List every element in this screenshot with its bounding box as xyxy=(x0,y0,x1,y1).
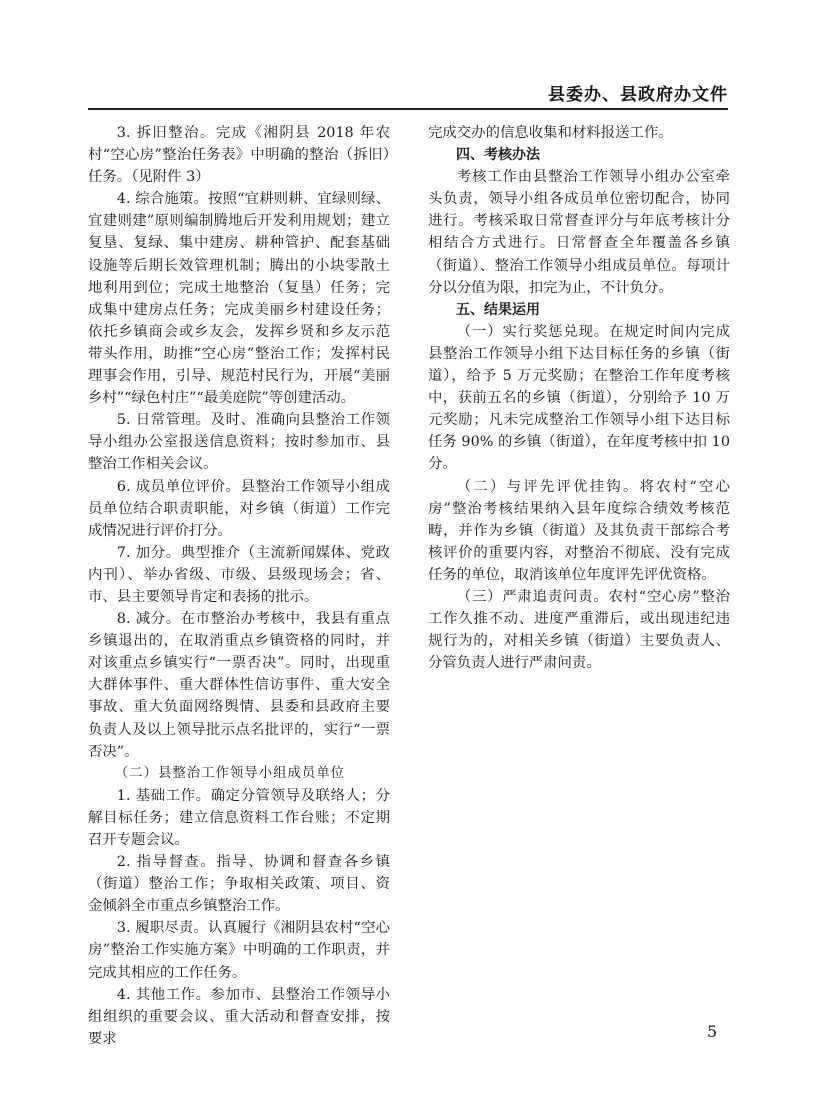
paragraph: 6. 成员单位评价。县整治工作领导小组成员单位结合职责职能，对乡镇（街道）工作完成情况进行评价打分。 xyxy=(88,478,390,539)
paragraph: 4. 综合施策。按照“宜耕则耕、宜绿则绿、宜建则建”原则编制腾地后开发利用规划；建立复垦、复绿、集中建房、耕种管护、配套基础设施等后期长效管理机制；腾出的小块零散土地利用到位；完成土地整治（复垦）任务；完成集中建房点任务；完成美丽乡村建设任务；依托乡镇商会或乡友会，发挥乡贤和乡友示范带头作用，助推“空心房”整治工作；发挥村民理事会作用，引导、规范村民行为，开展“美丽乡村”“绿色村庄”“最美庭院”等创建活动。 xyxy=(88,191,390,407)
paragraph: 8. 减分。在市整治办考核中，我县有重点乡镇退出的，在取消重点乡镇资格的同时，并对该重点乡镇实行“一票否决”。同时，出现重大群体事件、重大群体性信访事件、重大安全事故、重大负面网络舆情、县委和县政府主要负责人及以上领导批示点名批评的，实行“一票否决”。 xyxy=(88,611,390,760)
paragraph: 7. 加分。典型推介（主流新闻媒体、党政内刊）、举办省级、市级、县级现场会；省、市、县主要领导肯定和表扬的批示。 xyxy=(88,544,390,605)
paragraph: 1. 基础工作。确定分管领导及联络人；分解目标任务；建立信息资料工作台账；不定期召开专题会议。 xyxy=(88,787,390,848)
paragraph: 3. 拆旧整治。完成《湘阴县 2018 年农村“空心房”整治任务表》中明确的整治（拆旧）任务。（见附件 3） xyxy=(88,125,390,186)
paragraph-continuation: 完成交办的信息收集和材料报送工作。 xyxy=(428,125,673,141)
page-number: 5 xyxy=(707,1022,718,1041)
header-title: 县委办、县政府办文件 xyxy=(548,85,728,105)
section-heading: 五、结果运用 xyxy=(456,301,540,318)
paragraph: 3. 履职尽责。认真履行《湘阴县农村“空心房”整治工作实施方案》中明确的工作职责，并完成其相应的工作任务。 xyxy=(88,920,390,981)
paragraph: （一）实行奖惩兑现。在规定时间内完成县整治工作领导小组下达目标任务的乡镇（街道），给予 5 万元奖励；在整治工作年度考核中，获前五名的乡镇（街道），分别给予 10 万元奖励；凡未完成整治工作领导小组下达目标任务 90% 的乡镇（街道），在年度考核中扣 10 分。 xyxy=(428,323,730,473)
paragraph: 4. 其他工作。参加市、县整治工作领导小组组织的重要会议、重大活动和督查安排，按要求 xyxy=(88,986,390,1047)
paragraph: （三）严肃追责问责。农村“空心房”整治工作久推不动、进度严重滞后，或出现违纪违规行为的，对相关乡镇（街道）主要负责人、分管负责人进行严肃问责。 xyxy=(428,588,730,672)
paragraph: 考核工作由县整治工作领导小组办公室牵头负责，领导小组各成员单位密切配合，协同进行。考核采取日常督查评分与年底考核计分相结合方式进行。日常督查全年覆盖各乡镇（街道）、整治工作领导小组成员单位。每项计分以分值为限，扣完为止，不计负分。 xyxy=(428,169,730,296)
section-heading: 四、考核办法 xyxy=(456,147,540,164)
page-header xyxy=(88,78,728,110)
right-column xyxy=(428,122,730,674)
paragraph: 5. 日常管理。及时、准确向县整治工作领导小组办公室报送信息资料；按时参加市、县整治工作相关会议。 xyxy=(88,412,390,473)
subsection-heading: （二）县整治工作领导小组成员单位 xyxy=(114,765,346,781)
paragraph: 2. 指导督查。指导、协调和督查各乡镇（街道）整治工作；争取相关政策、项目、资金倾斜全市重点乡镇整治工作。 xyxy=(88,854,390,915)
left-column xyxy=(88,122,390,1050)
paragraph: （二）与评先评优挂钩。将农村“空心房”整治考核结果纳入县年度综合绩效考核范畴，并作为乡镇（街道）及其负责干部综合考核评价的重要内容，对整治不彻底、没有完成任务的单位，取消该单位年度评先评优资格。 xyxy=(428,478,730,583)
